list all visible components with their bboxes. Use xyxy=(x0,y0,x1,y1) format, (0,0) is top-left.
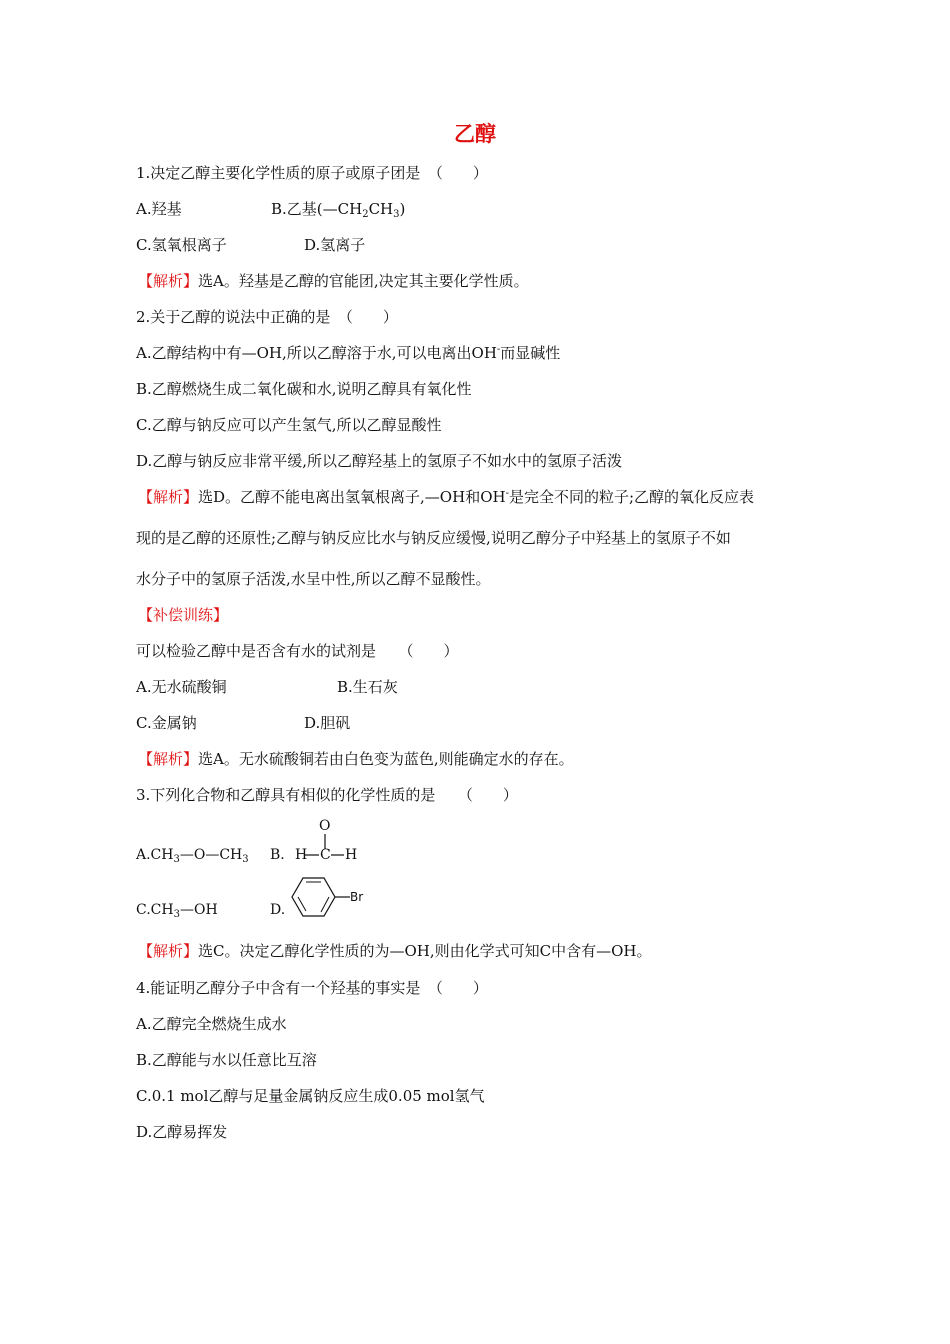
analysis-tag: 【解析】 xyxy=(138,488,199,506)
formaldehyde-carbon: C xyxy=(320,847,331,863)
question-3-option-a: $A.CH_3—O—CH_3$ xyxy=(136,847,249,865)
formaldehyde-oxygen: O xyxy=(319,818,331,834)
question-1-option-a: A.羟基 xyxy=(136,200,182,218)
question-4-option-c: C.0.1 mol乙醇与足量金属钠反应生成0.05 mol氢气 xyxy=(136,1087,485,1105)
question-4-option-b: B.乙醇能与水以任意比互溶 xyxy=(136,1051,317,1069)
question-3-option-b-label: B. xyxy=(270,847,285,863)
formaldehyde-hydrogen-right: H xyxy=(345,847,358,863)
question-2-analysis-line-2: 现的是乙醇的还原性;乙醇与钠反应比水与钠反应缓慢,说明乙醇分子中羟基上的氢原子不如 xyxy=(136,529,731,547)
compensation-training-heading: 【补偿训练】 xyxy=(138,606,229,624)
question-4-option-d: D.乙醇易挥发 xyxy=(136,1123,228,1141)
compensation-question-stem: 可以检验乙醇中是否含有水的试剂是 （ ） xyxy=(136,642,459,660)
page-title: 乙醇 xyxy=(454,122,496,146)
compensation-option-c: C.金属钠 xyxy=(136,714,197,732)
question-2-analysis-line-3: 水分子中的氢原子活泼,水呈中性,所以乙醇不显酸性。 xyxy=(136,570,491,588)
analysis-tag: 【解析】 xyxy=(138,942,199,960)
bromobenzene-br-label: Br xyxy=(350,890,364,904)
question-1-option-b: B.乙基$(—CH_2CH_3)$ xyxy=(271,200,406,220)
question-2-option-c: C.乙醇与钠反应可以产生氢气,所以乙醇显酸性 xyxy=(136,416,442,434)
question-1-stem: 1.决定乙醇主要化学性质的原子或原子团是 （ ） xyxy=(136,164,488,182)
question-3-stem: 3.下列化合物和乙醇具有相似的化学性质的是 （ ） xyxy=(136,786,518,804)
compensation-analysis: 【解析】选A。无水硫酸铜若由白色变为蓝色,则能确定水的存在。 xyxy=(138,750,574,768)
compensation-option-d: D.胆矾 xyxy=(304,714,351,732)
compensation-option-a: A.无水硫酸铜 xyxy=(136,678,227,696)
analysis-tag: 【解析】 xyxy=(138,272,199,290)
question-3-option-c: $C.CH_3—OH$ xyxy=(136,902,218,920)
question-2-stem: 2.关于乙醇的说法中正确的是 （ ） xyxy=(136,308,398,326)
question-1-option-d: D.氢离子 xyxy=(304,236,366,254)
question-2-analysis-line-1: 【解析】选D。乙醇不能电离出氢氧根离子,—OH和OH-是完全不同的粒子;乙醇的氧化反应表 xyxy=(138,488,755,506)
formaldehyde-hydrogen-left: H xyxy=(295,847,308,863)
question-2-option-a: A.乙醇结构中有—OH,所以乙醇溶于水,可以电离出OH-而显碱性 xyxy=(136,344,561,362)
question-2-option-d: D.乙醇与钠反应非常平缓,所以乙醇羟基上的氢原子不如水中的氢原子活泼 xyxy=(136,452,623,470)
question-4-stem: 4.能证明乙醇分子中含有一个羟基的事实是 （ ） xyxy=(136,979,488,997)
question-3-option-d-label: D. xyxy=(270,902,286,918)
question-2-option-b: B.乙醇燃烧生成二氧化碳和水,说明乙醇具有氧化性 xyxy=(136,380,472,398)
compensation-option-b: B.生石灰 xyxy=(337,678,398,696)
question-1-analysis: 【解析】选A。羟基是乙醇的官能团,决定其主要化学性质。 xyxy=(138,272,529,290)
question-4-option-a: A.乙醇完全燃烧生成水 xyxy=(136,1015,287,1033)
question-3-analysis: 【解析】选C。决定乙醇化学性质的为—OH,则由化学式可知C中含有—OH。 xyxy=(138,942,652,960)
question-1-option-c: C.氢氧根离子 xyxy=(136,236,227,254)
analysis-tag: 【解析】 xyxy=(138,750,199,768)
